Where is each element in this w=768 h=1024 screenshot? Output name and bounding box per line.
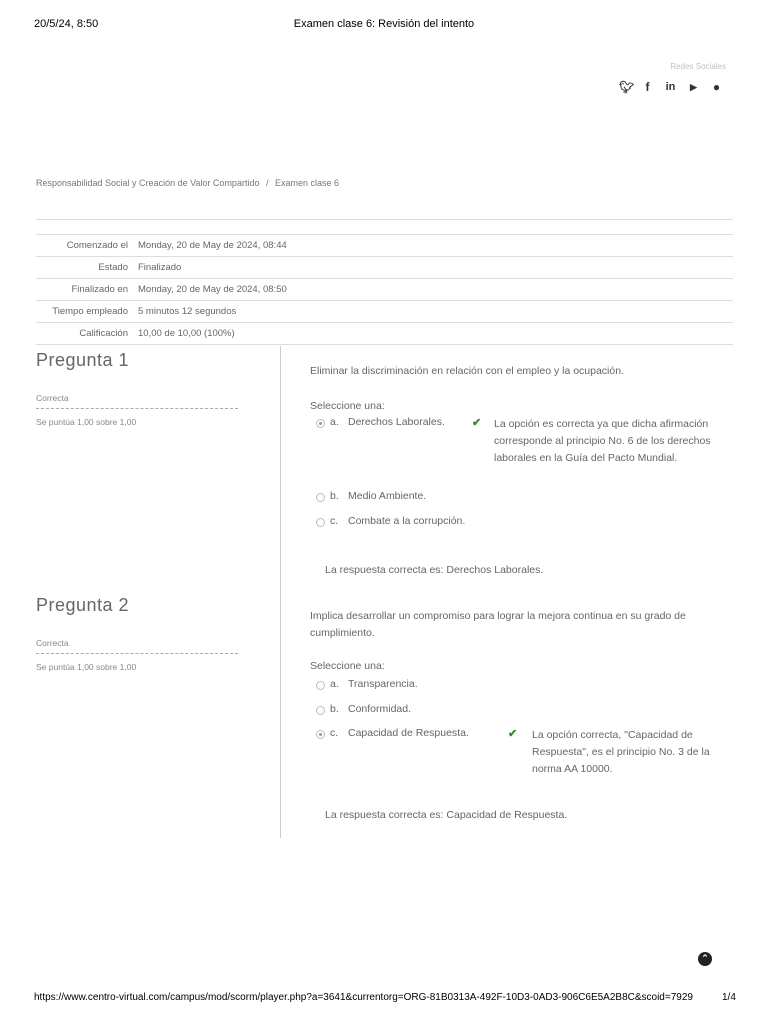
radio-button[interactable] [316,518,325,527]
twitter-icon[interactable]: 🐦︎ [619,80,635,94]
print-page-number: 1/4 [722,992,736,1003]
select-label: Seleccione una: [310,400,385,412]
option-letter: a. [330,416,339,428]
radio-button[interactable] [316,706,325,715]
summary-value: 5 minutos 12 segundos [134,301,733,323]
youtube-icon[interactable]: ▶ [690,82,697,92]
option-feedback: La opción correcta, "Capacidad de Respuesta", es el principio No. 3 de la norma AA 10000. [532,729,710,775]
summary-label: Finalizado en [36,279,134,301]
divider [36,219,733,220]
answer-option[interactable] [316,416,726,467]
question-grade: Se puntúa 1,00 sobre 1,00 [36,417,137,427]
answer-option[interactable] [316,515,465,527]
answer-option[interactable] [316,678,418,690]
column-divider [280,346,281,838]
back-to-top-button[interactable] [698,952,712,966]
question-text: Eliminar la discriminación en relación con el empleo y la ocupación. [310,365,624,377]
select-label: Seleccione una: [310,660,385,672]
question-grade: Se puntúa 1,00 sobre 1,00 [36,662,137,672]
social-title: Redes Sociales [670,62,726,71]
summary-value: 10,00 de 10,00 (100%) [134,323,733,345]
summary-value: Monday, 20 de May de 2024, 08:50 [134,279,733,301]
option-letter: c. [330,727,339,739]
summary-row [36,257,733,279]
option-label: Transparencia. [348,678,418,690]
option-letter: b. [330,490,339,502]
summary-label: Estado [36,257,134,279]
breadcrumb [36,178,343,188]
question-state: Correcta [36,393,238,409]
radio-button[interactable] [316,681,325,690]
option-feedback: La opción es correcta ya que dicha afirmación corresponde al principio No. 6 de los derechos laborales en la Guía del Pacto Mundial. [494,418,711,464]
question-title: Pregunta 1 [36,350,130,370]
check-icon: ✔ [472,417,482,429]
answer-option[interactable] [316,727,728,778]
facebook-icon[interactable]: f [645,80,650,94]
summary-row [36,323,733,345]
linkedin-icon[interactable]: in [665,81,676,93]
question-text: Implica desarrollar un compromiso para lograr la mejora continua en su grado de cumplimiento. [310,610,686,639]
right-answer: La respuesta correcta es: Capacidad de Respuesta. [325,809,568,821]
option-label: Medio Ambiente. [348,490,427,502]
summary-label: Tiempo empleado [36,301,134,323]
print-title: Examen clase 6: Revisión del intento [293,18,475,30]
option-label: Capacidad de Respuesta. [348,727,469,739]
summary-value: Monday, 20 de May de 2024, 08:44 [134,235,733,257]
question-state: Correcta [36,638,238,654]
radio-button[interactable] [316,730,325,739]
check-icon: ✔ [508,728,518,740]
breadcrumb-separator: / [265,178,269,188]
print-datetime: 20/5/24, 8:50 [34,18,99,30]
summary-value: Finalizado [134,257,733,279]
answer-option[interactable] [316,703,411,715]
option-label: Derechos Laborales. [348,416,445,428]
summary-label: Calificación [36,323,134,345]
option-letter: c. [330,515,339,527]
option-letter: a. [330,678,339,690]
chevron-up-icon: ⌃ [701,953,709,963]
summary-row [36,279,733,301]
attempt-summary-table [36,234,733,345]
option-label: Conformidad. [348,703,412,715]
option-label: Combate a la corrupción. [348,515,466,527]
summary-label: Comenzado el [36,235,134,257]
radio-button[interactable] [316,493,325,502]
print-url: https://www.centro-virtual.com/campus/mod/scorm/player.php?a=3641&currentorg=ORG-81B0313A-492F-10D3-0AD3-906C6E5A2B8C&scoid=7929 [34,992,693,1003]
option-letter: b. [330,703,339,715]
breadcrumb-exam[interactable]: Examen clase 6 [275,178,340,188]
answer-option[interactable] [316,490,426,502]
social-icons [619,80,722,94]
breadcrumb-course[interactable]: Responsabilidad Social y Creación de Valor Compartido [36,178,260,188]
summary-row [36,235,733,257]
right-answer: La respuesta correcta es: Derechos Laborales. [325,564,544,576]
summary-row [36,301,733,323]
radio-button[interactable] [316,419,325,428]
question-title: Pregunta 2 [36,595,130,615]
globe-icon[interactable]: ● [712,80,721,94]
